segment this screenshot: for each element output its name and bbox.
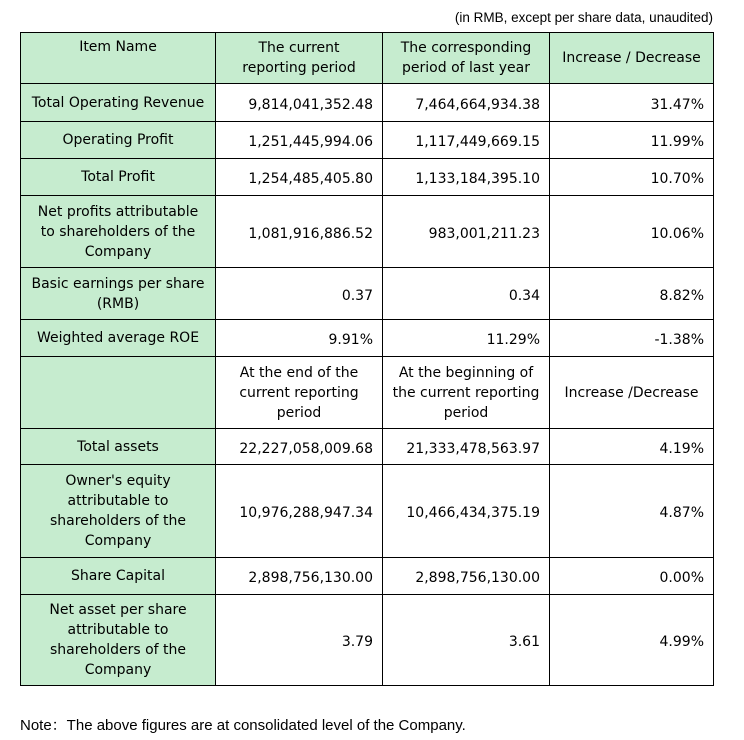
cell-change: 8.82%: [550, 268, 714, 320]
cell-current: 0.37: [216, 268, 383, 320]
row-label: Operating Profit: [21, 122, 216, 159]
table-row: [21, 558, 714, 595]
table-row: [21, 429, 714, 465]
cell-prior: 3.61: [383, 595, 550, 686]
table-row: [21, 595, 714, 686]
row-label: Share Capital: [21, 558, 216, 595]
table-row: [21, 84, 714, 122]
cell-change: 4.19%: [550, 429, 714, 465]
table-row: [21, 268, 714, 320]
subheader-beginning-of-period: At the beginning of the current reporting period: [383, 357, 550, 429]
cell-change: 11.99%: [550, 122, 714, 159]
row-label: Weighted average ROE: [21, 320, 216, 357]
row-label: Basic earnings per share (RMB): [21, 268, 216, 320]
cell-change: 31.47%: [550, 84, 714, 122]
cell-change: 4.87%: [550, 465, 714, 558]
row-label: Net profits attributable to shareholders of the Company: [21, 196, 216, 268]
cell-prior: 1,133,184,395.10: [383, 159, 550, 196]
cell-current: 2,898,756,130.00: [216, 558, 383, 595]
header-current-period: The current reporting period: [216, 33, 383, 84]
subheader-end-of-period: At the end of the current reporting period: [216, 357, 383, 429]
cell-prior: 10,466,434,375.19: [383, 465, 550, 558]
row-label: Net asset per share attributable to shareholders of the Company: [21, 595, 216, 686]
row-label: Total Profit: [21, 159, 216, 196]
cell-change: -1.38%: [550, 320, 714, 357]
table-row: [21, 465, 714, 558]
table-caption: (in RMB, except per share data, unaudited): [454, 10, 713, 25]
cell-change: 0.00%: [550, 558, 714, 595]
cell-current: 10,976,288,947.34: [216, 465, 383, 558]
row-label: Owner's equity attributable to shareholders of the Company: [21, 465, 216, 558]
cell-prior: 21,333,478,563.97: [383, 429, 550, 465]
financial-summary-table: [20, 32, 714, 686]
cell-change: 10.06%: [550, 196, 714, 268]
cell-prior: 7,464,664,934.38: [383, 84, 550, 122]
cell-current: 9,814,041,352.48: [216, 84, 383, 122]
cell-prior: 983,001,211.23: [383, 196, 550, 268]
table-row: [21, 196, 714, 268]
table-row: [21, 159, 714, 196]
cell-current: 22,227,058,009.68: [216, 429, 383, 465]
cell-current: 3.79: [216, 595, 383, 686]
footnote: Note：The above figures are at consolidated level of the Company.: [20, 717, 466, 734]
row-label: Total Operating Revenue: [21, 84, 216, 122]
header-increase-decrease: Increase / Decrease: [550, 33, 714, 84]
cell-prior: 2,898,756,130.00: [383, 558, 550, 595]
cell-current: 1,254,485,405.80: [216, 159, 383, 196]
row-label: Total assets: [21, 429, 216, 465]
cell-change: 4.99%: [550, 595, 714, 686]
table-subheader-row: [21, 357, 714, 429]
table-row: [21, 122, 714, 159]
subheader-item-name: [21, 357, 216, 429]
cell-change: 10.70%: [550, 159, 714, 196]
header-item-name: Item Name: [21, 33, 216, 84]
cell-prior: 1,117,449,669.15: [383, 122, 550, 159]
table-header-row: [21, 33, 714, 84]
cell-prior: 0.34: [383, 268, 550, 320]
cell-current: 9.91%: [216, 320, 383, 357]
table-row: [21, 320, 714, 357]
subheader-increase-decrease: Increase /Decrease: [550, 357, 714, 429]
cell-prior: 11.29%: [383, 320, 550, 357]
cell-current: 1,081,916,886.52: [216, 196, 383, 268]
cell-current: 1,251,445,994.06: [216, 122, 383, 159]
header-prior-period: The corresponding period of last year: [383, 33, 550, 84]
